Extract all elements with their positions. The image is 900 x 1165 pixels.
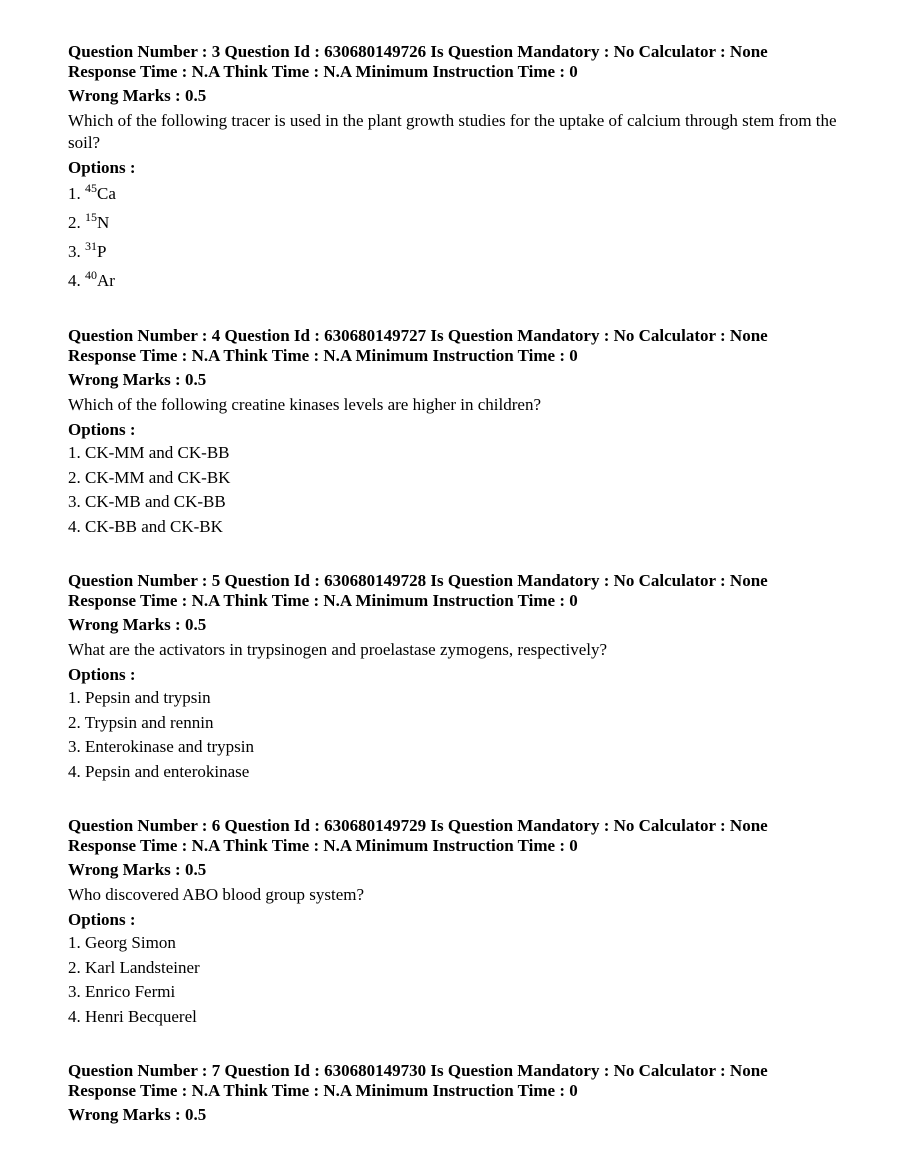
option-item: 4. $^{40}$Ar: [68, 268, 115, 290]
wrong-marks: Wrong Marks : 0.5: [68, 615, 207, 634]
question-text: Which of the following creatine kinases levels are higher in children?: [68, 395, 541, 414]
options-label: Options :: [68, 665, 136, 684]
question-timing: Response Time : N.A Think Time : N.A Minimum Instruction Time : 0: [68, 62, 578, 81]
options-label: Options :: [68, 910, 136, 929]
question-text: What are the activators in trypsinogen and proelastase zymogens, respectively?: [68, 640, 608, 659]
option-item: 1. Pepsin and trypsin: [68, 688, 211, 707]
question-block: [68, 326, 858, 539]
option-item: 3. Enrico Fermi: [68, 982, 176, 1001]
option-item: 2. Trypsin and rennin: [68, 712, 214, 732]
question-block: [68, 571, 858, 784]
question-meta: Question Number : 7 Question Id : 630680149730 Is Question Mandatory : No Calculator : None: [68, 1061, 768, 1080]
wrong-marks: Wrong Marks : 0.5: [68, 86, 207, 105]
question-block: [68, 816, 858, 1029]
question-timing: Response Time : N.A Think Time : N.A Minimum Instruction Time : 0: [68, 1081, 578, 1100]
option-item: 2. $^{15}$N: [68, 210, 110, 232]
option-item: 3. CK-MB and CK-BB: [68, 492, 226, 511]
question-block: [68, 42, 858, 295]
option-item: 1. Georg Simon: [68, 933, 176, 952]
question-text: Which of the following tracer is used in the plant growth studies for the uptake of calcium through stem from the soil?: [68, 111, 837, 152]
wrong-marks: Wrong Marks : 0.5: [68, 860, 207, 879]
option-item: 2. Karl Landsteiner: [68, 957, 200, 977]
question-meta: Question Number : 4 Question Id : 630680149727 Is Question Mandatory : No Calculator : None: [68, 326, 768, 345]
wrong-marks: Wrong Marks : 0.5: [68, 1105, 207, 1124]
option-item: 2. CK-MM and CK-BK: [68, 467, 231, 487]
question-meta: Question Number : 3 Question Id : 630680149726 Is Question Mandatory : No Calculator : None: [68, 42, 768, 61]
option-item: 1. CK-MM and CK-BB: [68, 443, 230, 462]
question-text: Who discovered ABO blood group system?: [68, 885, 365, 904]
options-label: Options :: [68, 420, 136, 439]
option-item: 1. $^{45}$Ca: [68, 181, 116, 203]
wrong-marks: Wrong Marks : 0.5: [68, 370, 207, 389]
question-block: [68, 1061, 858, 1125]
question-timing: Response Time : N.A Think Time : N.A Minimum Instruction Time : 0: [68, 591, 578, 610]
option-item: 4. Henri Becquerel: [68, 1006, 197, 1026]
options-label: Options :: [68, 158, 136, 177]
option-item: 3. Enterokinase and trypsin: [68, 737, 255, 756]
question-meta: Question Number : 6 Question Id : 630680149729 Is Question Mandatory : No Calculator : None: [68, 816, 768, 835]
question-meta: Question Number : 5 Question Id : 630680149728 Is Question Mandatory : No Calculator : None: [68, 571, 768, 590]
option-item: 4. CK-BB and CK-BK: [68, 516, 223, 536]
question-timing: Response Time : N.A Think Time : N.A Minimum Instruction Time : 0: [68, 836, 578, 855]
question-timing: Response Time : N.A Think Time : N.A Minimum Instruction Time : 0: [68, 346, 578, 365]
option-item: 4. Pepsin and enterokinase: [68, 761, 250, 781]
option-item: 3. $^{31}$P: [68, 239, 107, 261]
